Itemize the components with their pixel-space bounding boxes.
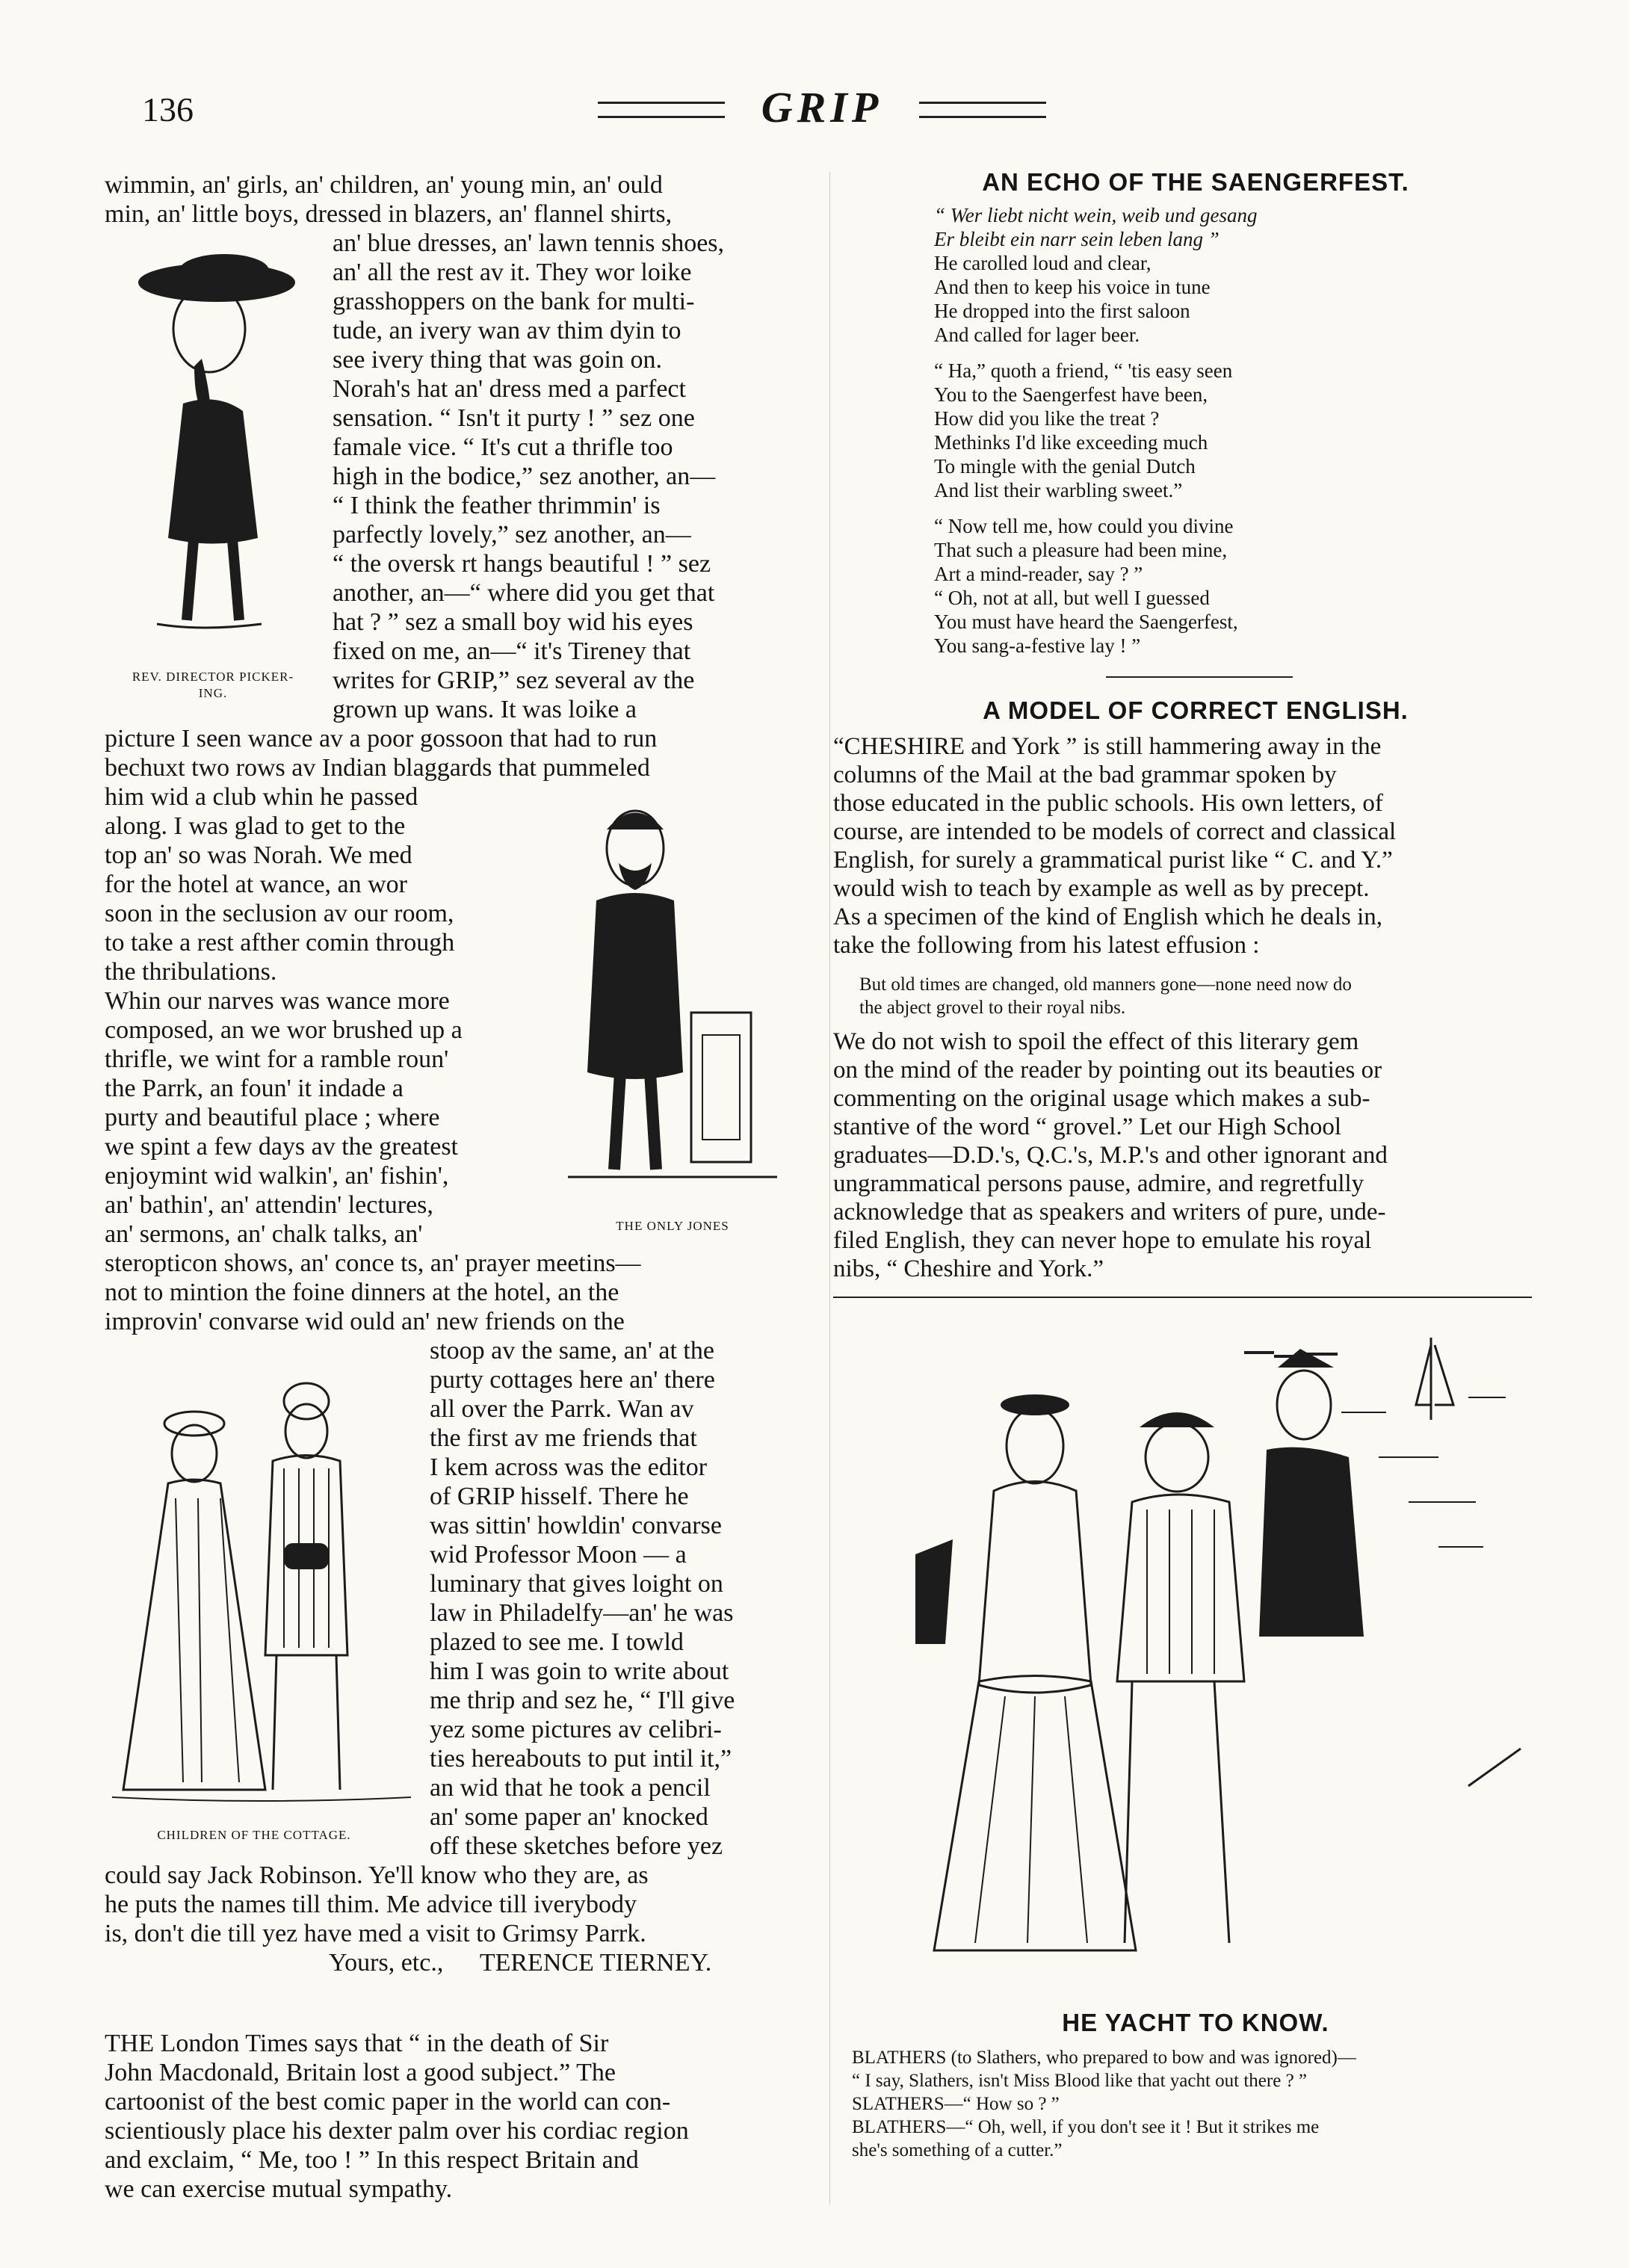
masthead — [598, 82, 1046, 135]
poem-line: To mingle with the genial Dutch — [934, 455, 1196, 478]
letter-line: we spint a few days av the greatest — [105, 1133, 458, 1161]
column-divider — [829, 172, 830, 2204]
yacht-title: HE YACHT TO KNOW. — [1062, 2009, 1329, 2036]
echo-stanza-2 — [934, 359, 1532, 502]
poem-line: You to the Saengerfest have been, — [934, 383, 1208, 406]
letter-line: was sittin' howldin' convarse — [430, 1512, 722, 1539]
letter-line: an' sermons, an' chalk talks, an' — [105, 1220, 423, 1248]
letter-line: high in the bodice,” sez another, an— — [333, 463, 716, 490]
poem-line: “ Ha,” quoth a friend, “ 'tis easy seen — [934, 359, 1233, 382]
letter-line: to take a rest afther comin through — [105, 929, 455, 957]
poem-line: That such a pleasure had been mine, — [934, 539, 1228, 561]
poem-line: He carolled loud and clear, — [934, 252, 1152, 274]
echo-rule — [1106, 676, 1293, 678]
masthead-title: GRIP — [761, 83, 883, 132]
letter-line: composed, an we wor brushed up a — [105, 1016, 463, 1044]
letter-line: could say Jack Robinson. Ye'll know who they are, as — [105, 1861, 649, 1889]
dialogue-line: BLATHERS (to Slathers, who prepared to bow and was ignored)— — [852, 2048, 1356, 2068]
dialogue-line: SLATHERS—“ How so ? ” — [852, 2094, 1060, 2114]
letter-line: parfectly lovely,” sez another, an— — [333, 521, 691, 549]
letter-line: an' some paper an' knocked — [430, 1803, 708, 1831]
letter-line: an' bathin', an' attendin' lectures, — [105, 1191, 433, 1219]
model-line: As a specimen of the kind of English which he deals in, — [833, 903, 1383, 930]
letter-signature: TERENCE TIERNEY. — [479, 1949, 712, 1977]
echo-stanza-3 — [934, 514, 1532, 658]
letter-line: me thrip and sez he, “ I'll give — [430, 1687, 735, 1714]
model-title: A MODEL OF CORRECT ENGLISH. — [983, 696, 1409, 724]
letter-line: of GRIP hisself. There he — [430, 1483, 689, 1510]
poem-line: He dropped into the first saloon — [934, 300, 1190, 322]
model-line: We do not wish to spoil the effect of this literary gem — [833, 1028, 1359, 1055]
page-number: 136 — [142, 90, 194, 129]
letter-line: purty and beautiful place ; where — [105, 1104, 440, 1131]
poem-line: Art a mind-reader, say ? ” — [934, 563, 1143, 585]
model-line: ungrammatical persons pause, admire, and regretfully — [833, 1170, 1364, 1197]
poem-line: “ Wer liebt nicht wein, weib und gesang — [934, 204, 1258, 226]
letter-line: thrifle, we wint for a ramble roun' — [105, 1045, 449, 1073]
model-line: acknowledge that as speakers and writers of pure, unde- — [833, 1199, 1386, 1226]
letter-line: law in Philadelfy—an' he was — [430, 1599, 734, 1627]
poem-line: How did you like the treat ? — [934, 407, 1160, 430]
letter-line: wimmin, an' girls, an' children, an' young min, an' ould — [105, 171, 663, 199]
quote-line: the abject grovel to their royal nibs. — [859, 998, 1126, 1018]
times-paragraph — [105, 2029, 800, 2204]
model-line: those educated in the public schools. His own letters, of — [833, 790, 1383, 817]
letter-line: along. I was glad to get to the — [105, 812, 406, 840]
times-line: THE London Times says that “ in the death of Sir — [105, 2030, 609, 2057]
letter-line: an wid that he took a pencil — [430, 1774, 711, 1802]
letter-line: enjoymint wid walkin', an' fishin', — [105, 1162, 449, 1190]
poem-line: You must have heard the Saengerfest, — [934, 611, 1238, 633]
letter-line: the thribulations. — [105, 958, 277, 986]
letter-line: he puts the names till thim. Me advice till iverybody — [105, 1891, 637, 1918]
letter-line: famale vice. “ It's cut a thrifle too — [333, 433, 673, 461]
quote-line: But old times are changed, old manners gone—none need now do — [859, 974, 1352, 995]
poem-line: And list their warbling sweet.” — [934, 479, 1183, 501]
letter-line: improvin' convarse wid ould an' new friends on the — [105, 1308, 625, 1335]
poem-line: Er bleibt ein narr sein leben lang ” — [934, 228, 1220, 250]
letter-wide-3 — [105, 1249, 800, 1336]
letter-line: wid Professor Moon — a — [430, 1541, 687, 1569]
illustration-jones — [560, 788, 785, 1207]
letter-line: all over the Parrk. Wan av — [430, 1395, 694, 1423]
model-line: filed English, they can never hope to emulate his royal — [833, 1227, 1372, 1254]
model-line: commenting on the original usage which makes a sub- — [833, 1085, 1370, 1112]
model-quote — [859, 973, 1532, 1019]
yacht-dialogue — [852, 2046, 1532, 2162]
letter-line: sensation. “ Isn't it purty ! ” sez one — [333, 404, 695, 432]
letter-line: is, don't die till yez have med a visit to Grimsy Parrk. — [105, 1920, 646, 1947]
letter-line: Norah's hat an' dress med a parfect — [333, 375, 686, 403]
letter-line: yez some pictures av celibri- — [430, 1716, 722, 1743]
letter-line: stoop av the same, an' at the — [430, 1337, 714, 1365]
model-line: on the mind of the reader by pointing out its beauties or — [833, 1057, 1382, 1084]
masthead-rule-left — [598, 102, 725, 118]
letter-line: writes for GRIP,” sez several av the — [333, 667, 695, 694]
model-line: would wish to teach by example as well as by precept. — [833, 875, 1370, 902]
letter-line: fixed on me, an—“ it's Tireney that — [333, 637, 691, 665]
letter-line: luminary that gives loight on — [430, 1570, 723, 1598]
letter-line: min, an' little boys, dressed in blazers, an' flannel shirts, — [105, 200, 673, 228]
letter-line: the first av me friends that — [430, 1424, 697, 1452]
dialogue-line: “ I say, Slathers, isn't Miss Blood like that yacht out there ? ” — [852, 2071, 1308, 2091]
letter-line: ties hereabouts to put intil it,” — [430, 1745, 732, 1773]
letter-line: grown up wans. It was loike a — [333, 696, 637, 723]
letter-line: “ the oversk rt hangs beautiful ! ” sez — [333, 550, 711, 578]
letter-wide-4 — [105, 1861, 800, 1948]
model-line: graduates—D.D.'s, Q.C.'s, M.P.'s and other ignorant and — [833, 1142, 1388, 1169]
letter-line: an' all the rest av it. They wor loike — [333, 259, 692, 286]
echo-stanza-1 — [934, 203, 1532, 347]
illustration-yacht-cartoon — [856, 1323, 1536, 1973]
model-line: English, for surely a grammatical purist like “ C. and Y.” — [833, 847, 1393, 874]
letter-line: picture I seen wance av a poor gossoon that had to run — [105, 725, 658, 753]
letter-line: bechuxt two rows av Indian blaggards that pummeled — [105, 754, 650, 782]
letter-line: tude, an ivery wan av thim dyin to — [333, 317, 681, 344]
section-rule — [833, 1297, 1532, 1298]
poem-line: And then to keep his voice in tune — [934, 276, 1211, 298]
poem-line: Methinks I'd like exceeding much — [934, 431, 1208, 454]
letter-lines-wide-1 — [105, 170, 800, 229]
poem-line: You sang-a-festive lay ! ” — [934, 634, 1141, 657]
poem-line: “ Now tell me, how could you divine — [934, 515, 1234, 537]
letter-line: hat ? ” sez a small boy wid his eyes — [333, 608, 693, 636]
letter-line: not to mintion the foine dinners at the hotel, an the — [105, 1279, 619, 1306]
letter-line: I kem across was the editor — [430, 1453, 708, 1481]
dialogue-line: BLATHERS—“ Oh, well, if you don't see it ! But it strikes me — [852, 2117, 1320, 2137]
letter-line: off these sketches before yez — [430, 1832, 723, 1860]
letter-line: purty cottages here an' there — [430, 1366, 715, 1394]
model-line: columns of the Mail at the bad grammar spoken by — [833, 761, 1337, 788]
letter-signoff: Yours, etc., — [329, 1949, 444, 1977]
letter-line: steropticon shows, an' conce ts, an' prayer meetins— — [105, 1249, 641, 1277]
letter-line: him I was goin to write about — [430, 1657, 729, 1685]
poem-line: “ Oh, not at all, but well I guessed — [934, 587, 1210, 609]
letter-line: for the hotel at wance, an wor — [105, 871, 407, 898]
masthead-rule-right — [919, 102, 1046, 118]
model-line: course, are intended to be models of correct and classical — [833, 818, 1397, 845]
letter-line: him wid a club whin he passed — [105, 783, 418, 811]
times-line: and exclaim, “ Me, too ! ” In this respect Britain and — [105, 2146, 639, 2174]
illustration-children — [105, 1349, 418, 1812]
letter-wide-2 — [105, 724, 800, 782]
echo-title: AN ECHO OF THE SAENGERFEST. — [982, 168, 1409, 196]
dialogue-line: she's something of a cutter.” — [852, 2140, 1063, 2160]
echo-poem — [934, 203, 1532, 658]
model-line: take the following from his latest effusion : — [833, 932, 1260, 959]
caption-children: CHILDREN OF THE COTTAGE. — [157, 1828, 351, 1842]
times-line: we can exercise mutual sympathy. — [105, 2175, 453, 2203]
letter-line: Whin our narves was wance more — [105, 987, 450, 1015]
caption-reverend: REV. DIRECTOR PICKER- ING. — [132, 670, 294, 700]
illustration-reverend — [112, 247, 321, 643]
letter-line: another, an—“ where did you get that — [333, 579, 715, 607]
letter-line: see ivery thing that was goin on. — [333, 346, 662, 374]
letter-signoff-line — [329, 1948, 800, 1977]
poem-line: And called for lager beer. — [934, 324, 1140, 346]
letter-narrow-3 — [430, 1336, 800, 1861]
letter-line: an' blue dresses, an' lawn tennis shoes, — [333, 229, 725, 257]
letter-line: “ I think the feather thrimmin' is — [333, 492, 661, 519]
letter-body — [105, 170, 800, 229]
letter-line: plazed to see me. I towld — [430, 1628, 684, 1656]
letter-narrow-1 — [333, 229, 800, 724]
letter-line: soon in the seclusion av our room, — [105, 900, 454, 927]
model-line: stantive of the word “ grovel.” Let our High School — [833, 1113, 1341, 1140]
times-line: John Macdonald, Britain lost a good subject.” The — [105, 2059, 616, 2086]
times-line: scientiously place his dexter palm over his cordiac region — [105, 2117, 689, 2145]
letter-line: grasshoppers on the bank for multi- — [333, 288, 695, 315]
times-line: cartoonist of the best comic paper in the world can con- — [105, 2088, 671, 2116]
letter-narrow-2 — [105, 782, 531, 1249]
caption-jones: THE ONLY JONES — [616, 1219, 729, 1233]
model-line: “CHESHIRE and York ” is still hammering away in the — [833, 733, 1382, 760]
model-paragraph-1 — [833, 732, 1532, 960]
letter-line: top an' so was Norah. We med — [105, 841, 412, 869]
letter-line: the Parrk, an foun' it indade a — [105, 1075, 404, 1102]
model-paragraph-2 — [833, 1028, 1532, 1283]
model-line: nibs, “ Cheshire and York.” — [833, 1255, 1104, 1282]
